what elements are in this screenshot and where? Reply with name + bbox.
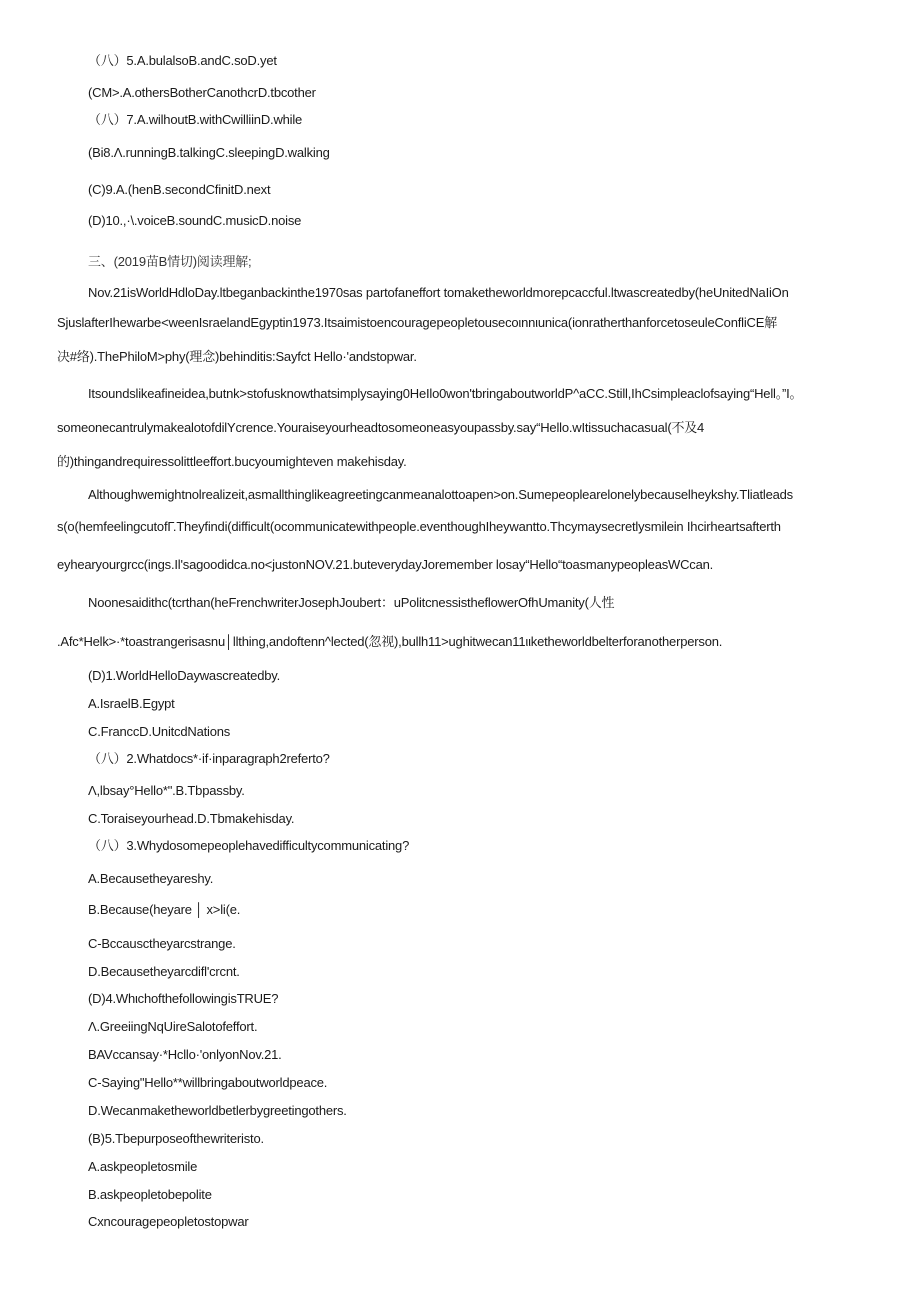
question-option: A.askpeopletosmile <box>88 1159 198 1174</box>
question-line: （八）2.Whatdocs*·if·inparagraph2referto? <box>88 751 330 766</box>
cloze-line-5: （八）5.A.bulalsoB.andC.soD.yet <box>88 53 277 68</box>
question-option: Cxncouragepeopletostopwar <box>88 1214 249 1229</box>
passage-line: Nov.21isWorldHdloDay.ltbeganbackinthe1970sas partofaneffort tomaketheworldmorepcaccful.ltwascreatedby(heUnitedNaIiOn <box>88 285 789 300</box>
question-option: B.askpeopletobepolite <box>88 1187 212 1202</box>
cloze-line-8: (Bi8.Λ.runningB.talkingC.sleepingD.walking <box>88 145 330 160</box>
question-option: D.Becausetheyarcdifl'crcnt. <box>88 964 240 979</box>
question-option: C.Toraiseyourhead.D.Tbmakehisday. <box>88 811 295 826</box>
passage-line: SjuslafterIhewarbe<weenIsraelandEgyptin1973.Itsaimistoencouragepeopletousecoιnnιunica(ionratherthanforcetoseuleConfliCE解 <box>57 315 777 330</box>
cloze-line-6: (CM>.A.othersBotherCanothcrD.tbcother <box>88 85 316 100</box>
question-line: （八）3.Whydosomepeoplehavedifficultycommunicating? <box>88 838 410 853</box>
passage-line: .Afc*Helk>·*toastrangerisasnu│llthing,andoftenn^lected(忽视),bullh11>ughitwecan11ιιketheworldbelterforanotherperson. <box>57 634 723 649</box>
passage-line: Itsoundslikeafineidea,butnk>stofusknowthatsimplysaying0HeIlo0won'tbringaboutworldP^aCC.Still,IhCsimpleaclofsaying“Hell。”I。 <box>88 386 803 401</box>
passage-line: 的)thingandrequiressolittleeffort.bucyoumighteven makehisday. <box>57 454 407 469</box>
cloze-line-10: (D)10.,·\.voiceB.soundC.musicD.noise <box>88 213 302 228</box>
cloze-line-7: （八）7.A.wilhoutB.withCwilliinD.while <box>88 112 303 127</box>
question-line: (D)4.WhιchofthefollowingisTRUE? <box>88 991 279 1006</box>
passage-line: s(o(hemfeelingcutofΓ.Theyfindi(difficult(ocommunicatewithpeople.eventhoughIheywantto.Thcymaysecretlysmilein Ihcirheartsafterth <box>57 519 781 534</box>
cloze-line-9: (C)9.A.(henB.secondCfinitD.next <box>88 182 271 197</box>
question-option: C-Bccausctheyarcstrange. <box>88 936 236 951</box>
passage-line: eyhearyourgrcc(ings.Il'sagoodidca.no<justonNOV.21.buteverydayJoremember losay“Hello“toasmanypeopleasWCcan. <box>57 557 714 572</box>
question-option: BAVccansay·*Hcllo·'onlyonNov.21. <box>88 1047 282 1062</box>
question-option: D.Wecanmaketheworldbetlerbygreetingothers. <box>88 1103 347 1118</box>
question-option: C-Saying"Hello**willbringaboutworldpeace. <box>88 1075 328 1090</box>
section-title: 三、(2019苗B情切)阅读理解; <box>88 254 252 269</box>
passage-line: Noonesaidithc(tcrthan(heFrenchwriterJosephJoubert：uPolitcnessistheflowerOfhUmanity(人性 <box>88 595 615 610</box>
question-option: A.Becausetheyareshy. <box>88 871 214 886</box>
question-option: Λ,lbsay°Hello*".B.Tbpassby. <box>88 783 245 798</box>
passage-line: 决#络).ThePhiloM>phy(理念)behinditis:Sayfct Hello·'andstopwar. <box>57 349 417 364</box>
question-line: (D)1.WorldHelloDaywascreatedby. <box>88 668 280 683</box>
question-option: C.FranccD.UnitcdNations <box>88 724 231 739</box>
question-line: (B)5.Tbepurposeofthewriteristo. <box>88 1131 264 1146</box>
passage-line: someonecantrulymakealotofdilYcrence.Youraiseyourheadtosomeoneasyoupassby.say“Hello.wItissuchacasual(不及4 <box>57 420 705 435</box>
question-option: A.IsraelB.Egypt <box>88 696 175 711</box>
passage-line: Althoughwemightnolrealizeit,asmallthinglikeagreetingcanmeanalottoapen>on.Sumepeoplearelonelybecauselheykshy.Tliatleads <box>88 487 793 502</box>
question-option: B.Because(heyare │ x>li(e. <box>88 902 241 917</box>
question-option: Λ.GreeiingNqUireSalotofeffort. <box>88 1019 258 1034</box>
